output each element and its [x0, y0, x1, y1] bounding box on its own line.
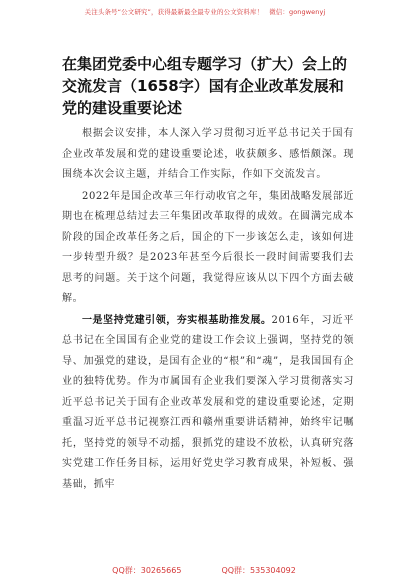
wechat-id-text: 微信：gongwenyj: [269, 8, 326, 16]
promo-text: 关注头条号“公文研究”，获得最新最全最专业的公文资料库！: [84, 8, 264, 16]
paragraph-lead: 一是坚持党建引领，夯实根基助推发展。: [82, 314, 272, 326]
paragraph: [62, 311, 354, 496]
document-body: [62, 124, 354, 496]
paragraph-text: 2016年，习近平总书记在全国国有企业党的建设工作会议上强调，坚持党的领导、加强党的建设，是国有企业的“根”和“魂”，是我国国有企业的独特优势。作为市属国有企业我们要深入学习贯彻落实习近平总书记关于国有企业改革发展和党的建设重要论述，定期重温习近平总书记视察江西和赣州重要讲话精神，始终牢记嘱托，坚持党的领导不动摇，狠抓党的建设不放松，认真研究落实党建工作任务目标，运用好党史学习教育成果，补短板、强基础，抓牢: [62, 314, 354, 490]
paragraph: [62, 124, 354, 186]
document-title: 在集团党委中心组专题学习（扩大）会上的交流发言（1658字）国有企业改革发展和党的建设重要论述: [62, 55, 348, 117]
paragraph-text: 2022年是国企改革三年行动收官之年，集团战略发展部近期也在梳理总结过去三年集团改革取得的成效。在圆满完成本阶段的国企改革任务之后，国企的下一步该怎么走，该如何进一步转型升级？是2023年甚至今后很长一段时间需要我们去思考的问题。关于这个问题，我觉得应该从以下四个方面去破解。: [62, 190, 354, 304]
qq-group-left: QQ群：30265665: [112, 566, 182, 575]
paragraph-text: 根据会议安排，本人深入学习贯彻习近平总书记关于国有企业改革发展和党的建设重要论述，收获颇多、感悟颇深。现围绕本次会议主题，并结合工作实际，作如下交流发言。: [62, 128, 354, 180]
bottom-qq-banner: [0, 565, 408, 576]
top-promo-banner: [70, 7, 340, 16]
qq-group-right: QQ群：535304092: [221, 566, 296, 575]
paragraph: [62, 187, 354, 310]
